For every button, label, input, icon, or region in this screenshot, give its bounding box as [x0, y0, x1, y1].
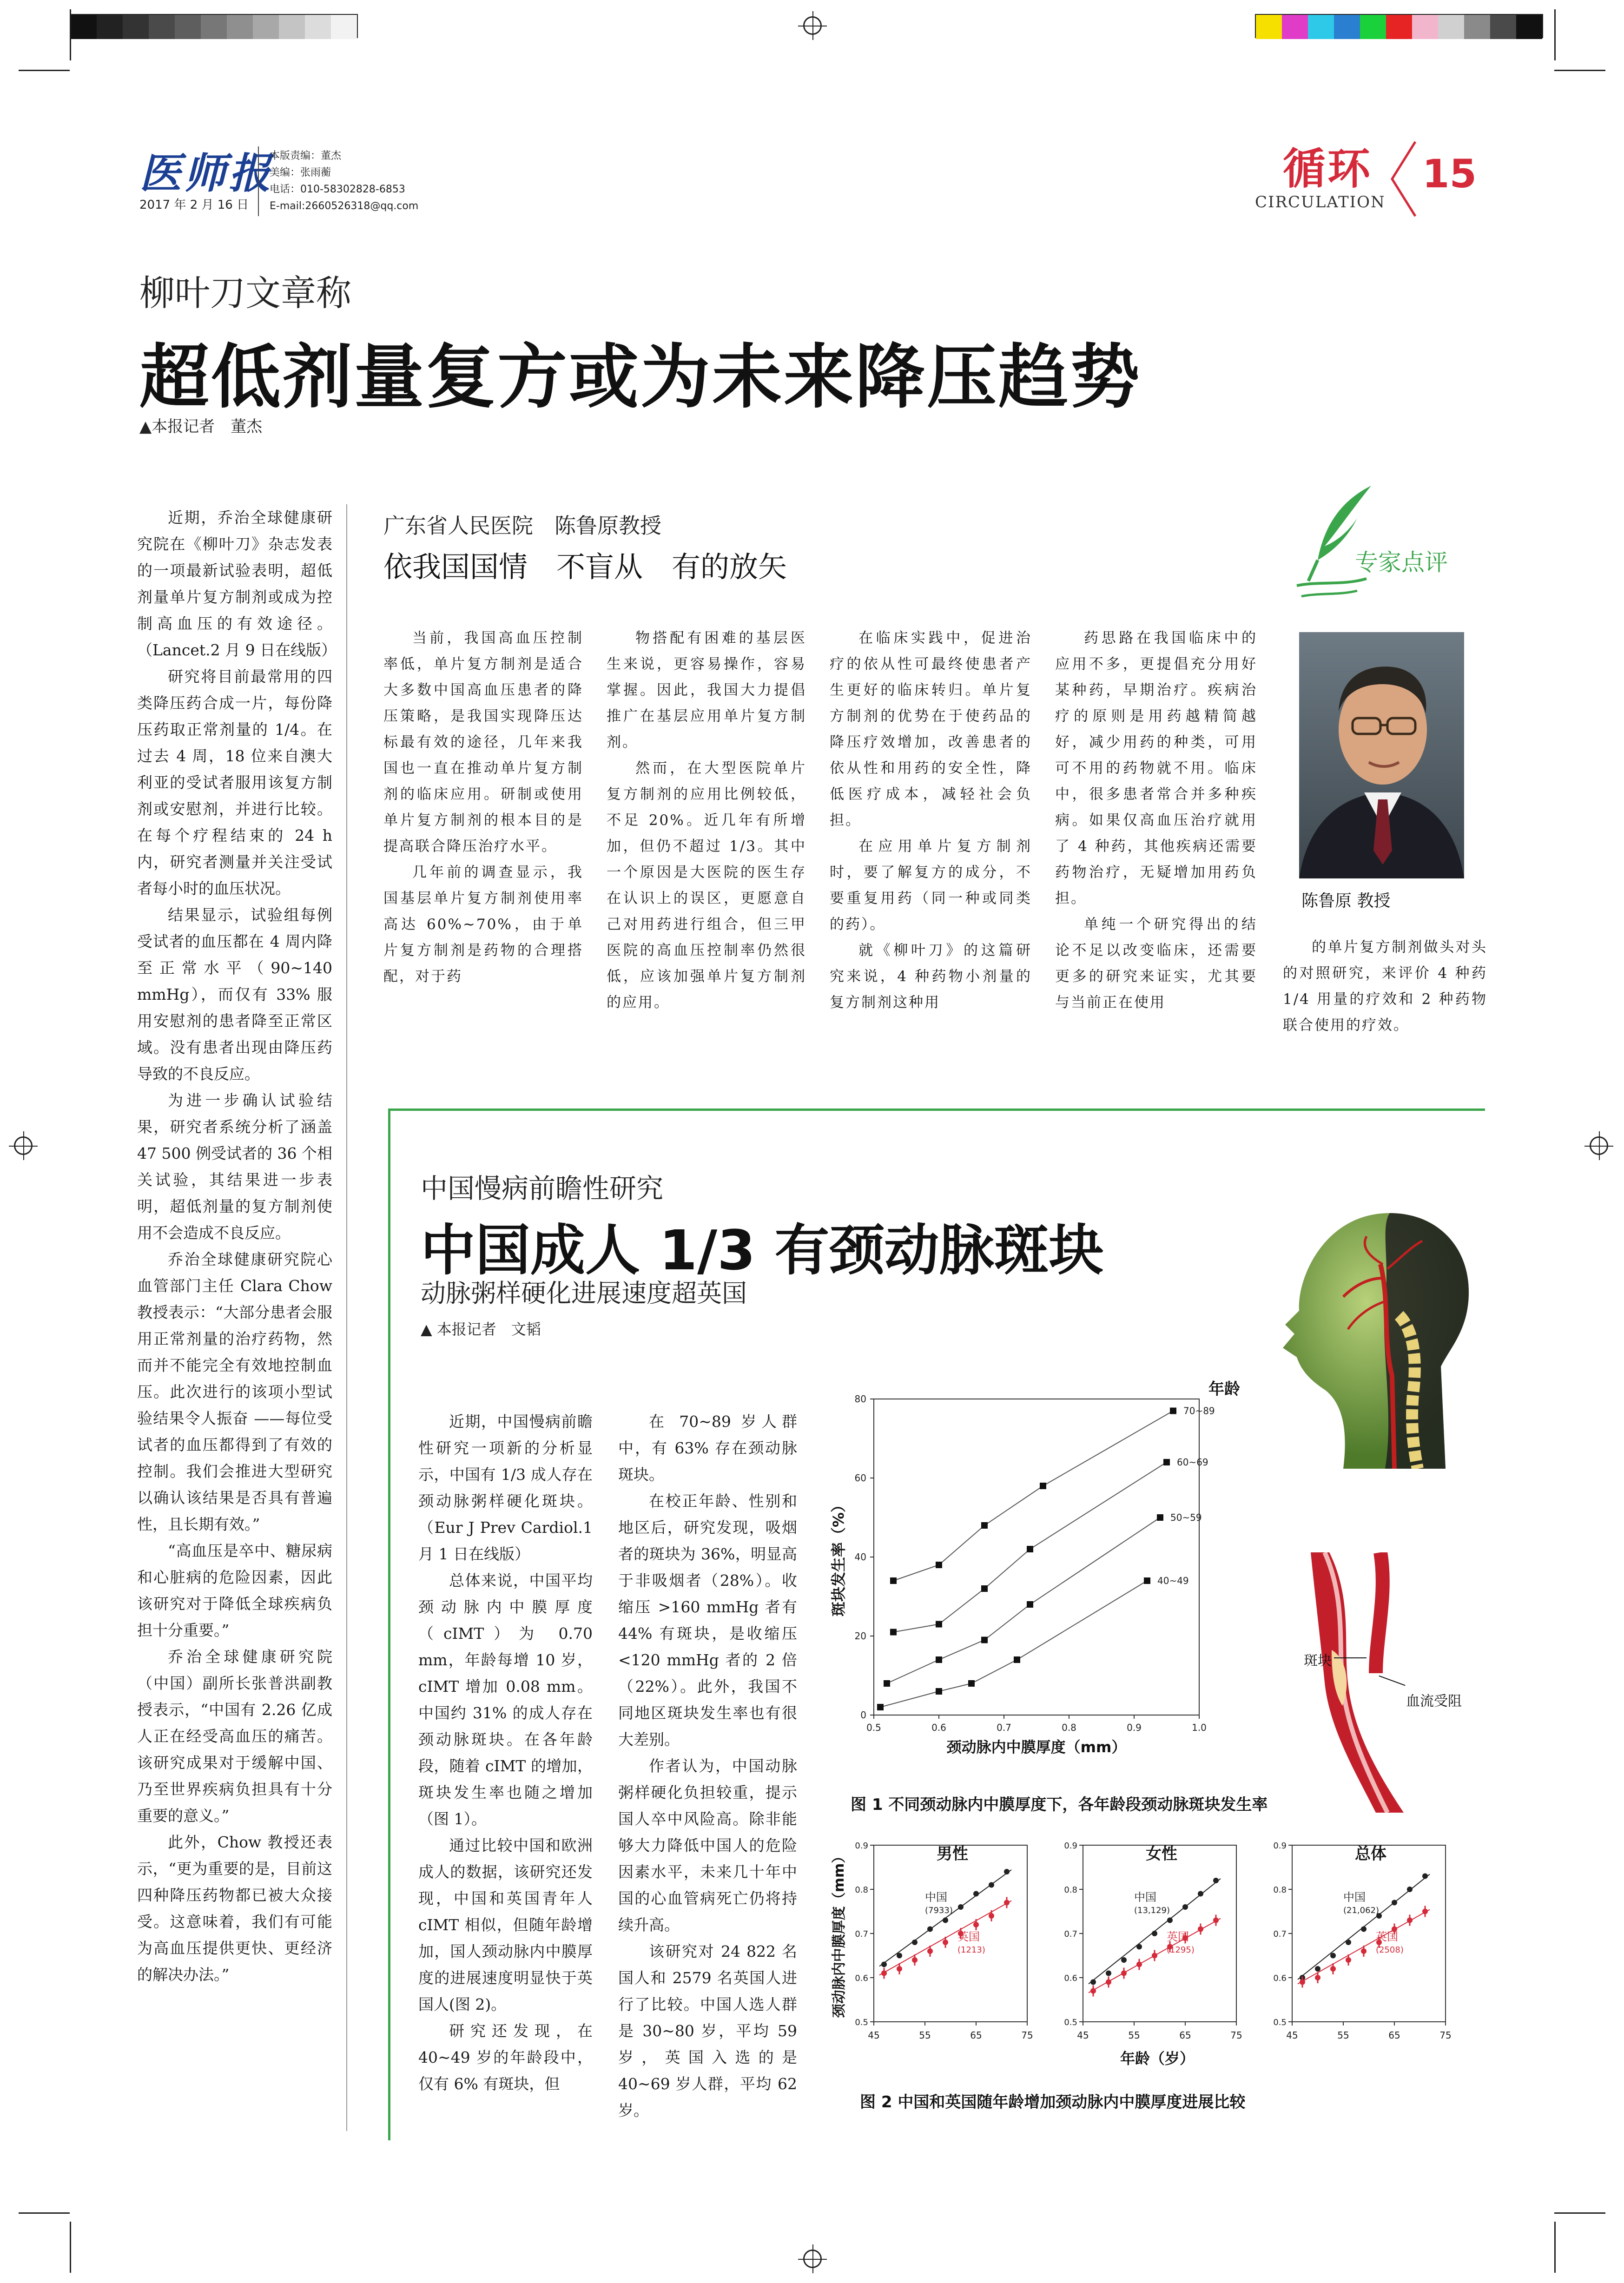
article2-para: 作者认为，中国动脉粥样硬化负担较重，提示国人卒中风险高。除非能够大力降低中国人的危险因素水平，未来几十年中国的心血管病死亡仍将持续升高。: [618, 1757, 797, 1934]
data-point: [1040, 1483, 1046, 1489]
data-point: [890, 1577, 897, 1584]
series-count: (1295): [1167, 1945, 1195, 1955]
commentary-para: 药思路在我国临床中的应用不多，更提倡充分用好某种药，早期治疗。疾病治疗的原则是用药越精简越好，减少用药的种类，可用可不用的药物就不用。临床中，很多患者常合并多种疾病。如果仅高血压治疗就用了 4 种药，其他疾病还需要药物治疗，无疑增加用药负担。: [1055, 630, 1257, 907]
gray-swatch: [253, 15, 279, 39]
gray-swatch: [331, 15, 357, 39]
data-point: [897, 1953, 902, 1959]
x-tick-label: 0.8: [1062, 1722, 1076, 1733]
data-point: [927, 1927, 933, 1932]
y-tick-label: 0.8: [1064, 1885, 1077, 1895]
registration-mark-left: [14, 1136, 33, 1155]
data-point: [981, 1522, 988, 1529]
editor-info: [270, 148, 418, 215]
article2-para: 通过比较中国和欧洲成人的数据，该研究还发现，中国和英国青年人 cIMT 相似，但随年龄增加，国人颈动脉内中膜厚度的进展速度明显快于英国人(图 2)。: [418, 1836, 593, 2013]
article1-para: 此外，Chow 教授还表示，“更为重要的是，目前这四种降压药物都已被大众接受。这意味着，我们有可能为高血压提供更快、更经济的解决办法。”: [137, 1833, 332, 1984]
article2-para: 在校正年龄、性别和地区后，研究发现，吸烟者的斑块为 36%，明显高于非吸烟者（28%）。收缩压 >160 mmHg 者有 44% 有斑块，是收缩压 <120 mmHg 者的 2 倍（22%）。此外，我国不同地区斑块发生率也有很大差别。: [618, 1492, 797, 1749]
data-point: [1361, 1948, 1367, 1954]
expert-portrait: [1299, 632, 1464, 878]
y-tick-label: 0.6: [1273, 1973, 1287, 1983]
registration-mark-bottom: [803, 2250, 822, 2268]
data-point: [1136, 1962, 1142, 1967]
legend-title: 年龄: [1208, 1380, 1240, 1399]
data-point: [1361, 1927, 1367, 1932]
data-point: [1315, 1975, 1320, 1980]
data-point: [1330, 1966, 1336, 1972]
article1-para: 研究将目前最常用的四类降压药合成一片，每份降压药取正常剂量的 1/4。在过去 4 周，18 位来自澳大利亚的受试者服用该复方制剂或安慰剂，并进行比较。在每个疗程结束的 24 h 内，研究者测量并关注受试者每小时的血压状况。: [137, 667, 332, 897]
x-axis-label: 年龄（岁）: [1120, 2050, 1195, 2067]
article2-col-2: [618, 1408, 797, 2124]
x-tick-label: 75: [1021, 2030, 1033, 2041]
y-tick-label: 0.8: [855, 1885, 868, 1895]
gray-swatch: [149, 15, 175, 39]
y-tick-label: 0.7: [1064, 1929, 1077, 1939]
commentary-para: 在临床实践中，促进治疗的依从性可最终使患者产生更好的临床转归。单片复方制剂的优势在于使药品的降压疗效增加，改善患者的依从性和用药的安全性，降低医疗成本，减轻社会负担。: [830, 630, 1032, 829]
series-line-70~89: [893, 1411, 1173, 1581]
data-point: [1315, 1966, 1320, 1972]
data-point: [989, 1913, 994, 1919]
data-point: [1106, 1971, 1111, 1976]
color-swatch: [1516, 15, 1542, 39]
data-point: [1090, 1979, 1096, 1985]
data-point: [936, 1688, 942, 1695]
x-tick-label: 0.9: [1127, 1722, 1142, 1733]
article2-subhead: 动脉粥样硬化进展速度超英国: [421, 1279, 747, 1308]
data-point: [981, 1585, 988, 1592]
y-tick-label: 0.8: [1273, 1885, 1287, 1895]
data-point: [981, 1637, 988, 1643]
data-point: [1346, 1957, 1351, 1963]
commentary-para: 然而，在大型医院单片复方制剂的应用比例较低，不足 20%。近几年有所增加，但仍不超过 1/3。其中一个原因是大医院的医生存在认识上的误区，更愿意自己对用药进行组合，但三甲医院的高血压控制率仍然很低，应该加强单片复方制剂的应用。: [607, 760, 806, 1011]
crop-mark-tl-v: [70, 9, 71, 60]
y-tick-label: 0.9: [855, 1841, 868, 1851]
gray-swatch: [305, 15, 331, 39]
article1-para: 近期，乔治全球健康研究院在《柳叶刀》杂志发表的一项最新试验表明，超低剂量单片复方制剂或成为控制高血压的有效途径。（Lancet.2 月 9 日在线版）: [137, 508, 337, 659]
data-point: [1182, 1904, 1188, 1910]
color-swatch: [1386, 15, 1412, 39]
series-label: 40~49: [1157, 1575, 1189, 1586]
article2-para: 在 70~89 岁人群中，有 63% 存在颈动脉斑块。: [618, 1412, 797, 1484]
issue-date: 2017 年 2 月 16 日: [139, 198, 249, 212]
series-label: 70~89: [1183, 1405, 1215, 1417]
article2-col-1: [418, 1408, 593, 2097]
data-point: [1330, 1953, 1336, 1959]
commentary-para: 几年前的调查显示，我国基层单片复方制剂使用率高达 60%~70%，由于单片复方制剂是药物的合理搭配，对于药: [383, 864, 583, 985]
y-tick-label: 0.5: [1064, 2018, 1077, 2027]
header-divider: [258, 146, 259, 216]
gray-swatch: [227, 15, 253, 39]
data-point: [1300, 1979, 1305, 1985]
color-swatch: [1438, 15, 1464, 39]
color-swatch: [1282, 15, 1308, 39]
panel-frame: [1292, 1845, 1446, 2022]
article2-kicker: 中国慢病前瞻性研究: [421, 1173, 664, 1204]
data-point: [890, 1629, 897, 1636]
data-point: [881, 1971, 887, 1976]
commentary-title: 依我国国情 不盲从 有的放矢: [383, 550, 787, 584]
feather-quill-icon: [1292, 481, 1385, 602]
email-line: E-mail:2660526318@qq.com: [270, 200, 419, 212]
x-tick-label: 0.6: [931, 1722, 946, 1733]
y-tick-label: 60: [854, 1472, 866, 1484]
portrait-caption: 陈鲁原 教授: [1301, 891, 1391, 911]
commentary-para: 当前，我国高血压控制率低，单片复方制剂是适合大多数中国高血压患者的降压策略，是我国实现降压达标最有效的途径，几年来我国也一直在推动单片复方制剂的临床应用。研制或使用单片复方制剂的根本目的是提高联合降压治疗水平。: [383, 630, 583, 855]
gray-swatch: [123, 15, 149, 39]
commentary-para: 就《柳叶刀》的这篇研究来说，4 种药物小剂量的复方制剂这种用: [830, 942, 1032, 1011]
y-tick-label: 0.7: [1273, 1929, 1287, 1939]
series-count: (21,062): [1343, 1906, 1380, 1915]
article2-para: 总体来说，中国平均颈动脉内中膜厚度（cIMT）为 0.70 mm，年龄每增 10 岁，cIMT 增加 0.08 mm。中国约 31% 的成人存在颈动脉斑块。在各年龄段，随着 cIMT 的增加，斑块发生率也随之增加（图 1）。: [418, 1571, 593, 1828]
series-label: 英国: [1167, 1930, 1189, 1943]
article1-body: [137, 504, 337, 1988]
data-point: [973, 1922, 979, 1927]
article1-headline: 超低剂量复方或为未来降压趋势: [139, 337, 1142, 418]
data-point: [1090, 1988, 1096, 1994]
data-point: [1170, 1408, 1176, 1414]
commentary-col-4: [1055, 625, 1257, 1016]
x-tick-label: 75: [1230, 2030, 1242, 2041]
commentary-author: 广东省人民医院 陈鲁原教授: [383, 513, 661, 538]
series-label: 50~59: [1170, 1512, 1202, 1523]
article1-para: 乔治全球健康研究院（中国）副所长张普洪副教授表示，“中国有 2.26 亿成人正在经受高血压的痛苦。该研究成果对于缓解中国、乃至世界疾病负担具有十分重要的意义。”: [137, 1648, 332, 1825]
y-tick-label: 0.5: [1273, 2018, 1287, 2027]
data-point: [973, 1891, 979, 1897]
y-tick-label: 40: [854, 1551, 866, 1563]
commentary-col-1: [383, 625, 583, 990]
data-point: [1106, 1979, 1111, 1985]
article1-para: 为进一步确认试验结果，研究者系统分析了涵盖 47 500 例受试者的 36 个相关试验，其结果进一步表明，超低剂量的复方制剂使用不会造成不良反应。: [137, 1091, 332, 1242]
y-tick-label: 0.7: [855, 1929, 868, 1939]
data-point: [1027, 1546, 1033, 1552]
editor-line: 本版责编：董杰: [270, 150, 342, 162]
article2-byline: ▲ 本报记者 文韬: [421, 1320, 541, 1338]
data-point: [1004, 1900, 1010, 1906]
data-point: [1157, 1514, 1163, 1521]
article2-para: 该研究对 24 822 名国人和 2579 名英国人进行了比较。中国人选人群是 30~80 岁，平均 59 岁，英国入选的是 40~69 岁人群，平均 62 岁。: [618, 1942, 797, 2119]
x-tick-label: 55: [919, 2030, 931, 2041]
data-point: [1136, 1944, 1142, 1950]
crop-mark-bl-v: [70, 2222, 71, 2273]
data-point: [989, 1882, 994, 1888]
x-tick-label: 45: [1286, 2030, 1298, 2041]
series-label: 中国: [1134, 1891, 1156, 1904]
commentary-col-3: [830, 625, 1032, 1016]
data-point: [1121, 1957, 1127, 1963]
article1-para: 乔治全球健康研究院心血管部门主任 Clara Chow 教授表示：“大部分患者会服用正常剂量的治疗药物，然而并不能完全有效地控制血压。此次进行的该项小型试验结果令人振奋 ——每位受试者的血压都得到了有效的控制。我们会推进大型研究以确认该结果是否具有普遍性，且长期有效。”: [137, 1250, 332, 1533]
figure2-panel-charts: [818, 1831, 1497, 2078]
panel-frame: [1083, 1845, 1236, 2022]
series-count: (13,129): [1134, 1906, 1170, 1915]
article2-frame-left: [388, 1109, 390, 2140]
x-tick-label: 0.7: [997, 1722, 1011, 1733]
x-tick-label: 45: [868, 2030, 880, 2041]
figure2-caption: 图 2 中国和英国随年龄增加颈动脉内中膜厚度进展比较: [860, 2093, 1246, 2111]
x-tick-label: 65: [970, 2030, 982, 2041]
phone-line: 电话：010-58302828-6853: [270, 184, 405, 195]
data-point: [1407, 1887, 1413, 1892]
y-tick-label: 0.5: [855, 2018, 868, 2027]
data-point: [1121, 1971, 1127, 1976]
y-tick-label: 0.6: [855, 1973, 868, 1983]
data-point: [1163, 1459, 1170, 1465]
series-count: (2508): [1376, 1945, 1404, 1955]
series-count: (1213): [957, 1945, 985, 1955]
data-point: [1027, 1601, 1033, 1608]
figure1-line-chart: [818, 1362, 1274, 1785]
y-tick-label: 20: [854, 1630, 866, 1642]
color-swatch: [1308, 15, 1334, 39]
panel-title: 女性: [1146, 1845, 1177, 1863]
head-neck-artery-illustration: [1274, 1208, 1483, 1469]
article2-frame-top: [388, 1109, 1485, 1111]
data-point: [897, 1966, 902, 1972]
registration-mark-top: [803, 16, 822, 35]
x-tick-label: 65: [1388, 2030, 1400, 2041]
data-point: [1422, 1874, 1428, 1879]
x-tick-label: 55: [1128, 2030, 1140, 2041]
article2-para: 近期，中国慢病前瞻性研究一项新的分析显示，中国有 1/3 成人存在颈动脉粥样硬化斑块。（Eur J Prev Cardiol.1 月 1 日在线版）: [418, 1412, 593, 1563]
x-tick-label: 0.5: [866, 1722, 881, 1733]
panel-title: 男性: [937, 1845, 968, 1863]
data-point: [958, 1904, 964, 1910]
crop-mark-tl: [19, 70, 70, 71]
article1-para: 结果显示，试验组每例受试者的血压都在 4 周内降至正常水平（90~140 mmHg），而仅有 33% 服用安慰剂的患者降至正常区域。没有患者出现由降压药导致的不良反应。: [137, 906, 332, 1083]
data-point: [936, 1656, 942, 1663]
series-line-40~49: [880, 1581, 1147, 1707]
data-point: [1407, 1918, 1413, 1923]
color-swatch: [1490, 15, 1516, 39]
color-swatch: [1412, 15, 1438, 39]
artery-plaque-illustration: [1306, 1552, 1404, 1813]
x-tick-label: 45: [1077, 2030, 1089, 2041]
crop-mark-br-v: [1554, 2222, 1556, 2273]
data-point: [912, 1940, 918, 1945]
article2-para: 研究还发现，在 40~49 岁的年龄段中，仅有 6% 有斑块，但: [418, 2022, 593, 2093]
commentary-para: 物搭配有困难的基层医生来说，更容易操作，容易掌握。因此，我国大力提倡推广在基层应用单片复方制剂。: [607, 630, 806, 751]
registration-mark-right: [1590, 1136, 1608, 1155]
gray-swatch: [279, 15, 305, 39]
color-swatch: [1256, 15, 1282, 39]
commentary-para: 的单片复方制剂做头对头的对照研究，来评价 4 种药 1/4 用量的疗效和 2 种药物联合使用的疗效。: [1283, 939, 1487, 1034]
data-point: [1152, 1931, 1157, 1936]
data-point: [943, 1940, 948, 1945]
crop-mark-tr-v: [1554, 9, 1556, 60]
crop-mark-bl: [19, 2212, 70, 2214]
series-label: 中国: [1343, 1891, 1366, 1904]
article2-headline: 中国成人 1/3 有颈动脉斑块: [421, 1218, 1104, 1282]
x-tick-label: 65: [1179, 2030, 1191, 2041]
figure1-caption: 图 1 不同颈动脉内中膜厚度下，各年龄段颈动脉斑块发生率: [851, 1795, 1268, 1814]
series-label: 中国: [925, 1891, 947, 1904]
gray-swatch: [97, 15, 123, 39]
data-point: [968, 1680, 975, 1687]
data-point: [881, 1962, 887, 1967]
data-point: [884, 1680, 890, 1687]
data-point: [936, 1562, 942, 1568]
x-axis-label: 颈动脉内中膜厚度（mm）: [946, 1738, 1127, 1756]
y-tick-label: 80: [854, 1393, 866, 1405]
y-tick-label: 0.9: [1064, 1841, 1077, 1851]
data-point: [1213, 1878, 1219, 1883]
gray-swatch-strip: [70, 14, 358, 38]
series-label: 英国: [957, 1930, 980, 1943]
gray-swatch: [175, 15, 201, 39]
article1-kicker: 柳叶刀文章称: [139, 272, 351, 314]
data-point: [1152, 1953, 1157, 1959]
blood-flow-label: 血流受阻: [1406, 1693, 1462, 1709]
data-point: [936, 1621, 942, 1628]
page-number: 15: [1422, 151, 1477, 197]
color-swatch-strip: [1255, 14, 1543, 38]
y-axis-label: 斑块发生率（%）: [830, 1497, 847, 1617]
y-tick-label: 0.6: [1064, 1973, 1077, 1983]
section-subtitle: CIRCULATION: [1255, 193, 1386, 211]
data-point: [1004, 1869, 1010, 1874]
series-label: 60~69: [1177, 1457, 1208, 1468]
color-swatch: [1334, 15, 1360, 39]
section-title: 循环: [1283, 144, 1373, 194]
newspaper-logo: 医师报: [139, 149, 273, 198]
y-tick-label: 0: [860, 1709, 866, 1721]
crop-mark-br: [1554, 2212, 1605, 2214]
crop-mark-tr: [1554, 70, 1605, 71]
article1-byline: ▲本报记者 董杰: [139, 417, 263, 436]
x-tick-label: 1.0: [1192, 1722, 1207, 1733]
gray-swatch: [71, 15, 97, 39]
commentary-para: 在应用单片复方制剂时，要了解复方的成分，不要重复用药（同一种或同类的药）。: [830, 838, 1032, 933]
y-axis-label: 颈动脉内中膜厚度（mm）: [831, 1849, 847, 2018]
gray-swatch: [201, 15, 227, 39]
commentary-col-5: [1283, 934, 1487, 1038]
expert-badge: 专家点评: [1355, 549, 1448, 576]
data-point: [1167, 1918, 1173, 1923]
plaque-label: 斑块: [1304, 1653, 1332, 1669]
data-point: [1346, 1940, 1351, 1945]
data-point: [1198, 1927, 1203, 1932]
data-point: [1198, 1891, 1203, 1897]
x-tick-label: 75: [1439, 2030, 1452, 2041]
color-swatch: [1464, 15, 1490, 39]
data-point: [1392, 1900, 1397, 1906]
color-swatch: [1360, 15, 1386, 39]
column-divider: [346, 504, 347, 2131]
designer-line: 美编：张雨蘅: [270, 167, 331, 178]
data-point: [912, 1957, 918, 1963]
data-point: [927, 1948, 933, 1954]
data-point: [943, 1918, 948, 1923]
article1-para: “高血压是卒中、糖尿病和心脏病的危险因素，因此该研究对于降低全球疾病负担十分重要。”: [137, 1542, 332, 1639]
plaque-pointer: [1334, 1657, 1367, 1658]
series-count: (7933): [925, 1906, 953, 1915]
panel-title: 总体: [1355, 1845, 1386, 1863]
section-chevron-icon: [1387, 139, 1420, 218]
data-point: [1422, 1909, 1428, 1914]
data-point: [1144, 1577, 1150, 1584]
series-line-50~59: [887, 1518, 1160, 1683]
y-tick-label: 0.9: [1273, 1841, 1287, 1851]
commentary-para: 单纯一个研究得出的结论不足以改变临床，还需要更多的研究来证实，尤其要与当前正在使用: [1055, 916, 1257, 1011]
x-tick-label: 55: [1337, 2030, 1349, 2041]
data-point: [1213, 1918, 1219, 1923]
data-point: [877, 1704, 884, 1710]
data-point: [1014, 1656, 1020, 1663]
series-label: 英国: [1376, 1930, 1398, 1943]
commentary-col-2: [607, 625, 806, 1016]
